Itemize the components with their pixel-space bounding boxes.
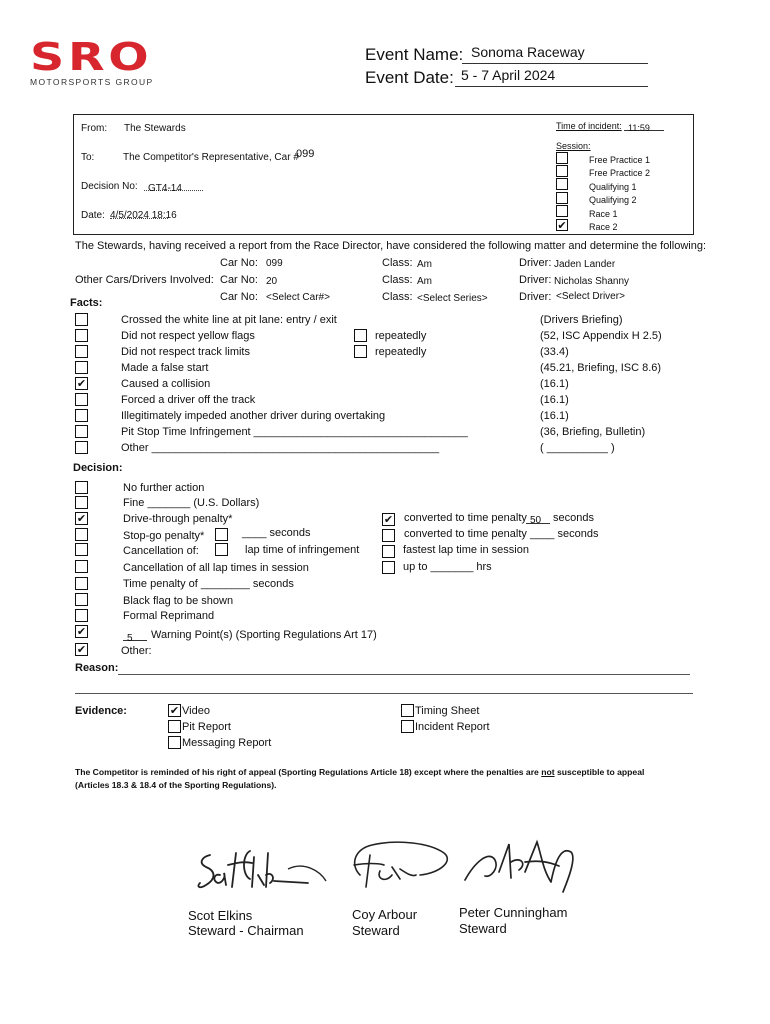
session-label-r1: Race 1 (589, 209, 618, 219)
repeatedly-label: repeatedly (375, 330, 427, 342)
car-no-label: Car No: (220, 257, 258, 269)
decision-checkbox[interactable] (75, 609, 88, 622)
fact-ref: (33.4) (540, 346, 569, 358)
car-no-value[interactable]: 20 (266, 276, 278, 287)
reason-line-1[interactable] (118, 674, 690, 675)
conversion-value-field[interactable] (526, 510, 550, 524)
decision-checkbox[interactable]: ✔ (76, 626, 87, 638)
car-no-label: Car No: (220, 274, 258, 286)
decision-text: Stop-go penalty* (123, 530, 205, 542)
evidence-checkbox[interactable] (168, 720, 181, 733)
class-value[interactable]: Am (417, 276, 432, 287)
conversion-text: converted to time penalty (404, 512, 527, 524)
driver-label: Driver: (519, 291, 552, 303)
time-of-incident-value: 11:59 (628, 123, 650, 133)
fact-text: Did not respect track limits (121, 346, 250, 358)
repeatedly-label: repeatedly (375, 346, 427, 358)
event-date-label: Event Date: (365, 68, 454, 87)
session-label: Session: (556, 141, 591, 151)
steward-role: Steward (352, 923, 400, 938)
fact-text: Caused a collision (121, 378, 211, 390)
lap-time-checkbox[interactable] (215, 543, 228, 556)
conversion-checkbox[interactable]: ✔ (383, 514, 394, 526)
fact-text: Illegitimately impeded another driver during overtaking (121, 410, 386, 422)
time-of-incident-label: Time of incident: (556, 121, 622, 131)
car-no-label: Car No: (220, 291, 258, 303)
driver-label: Driver: (519, 274, 552, 286)
decision-text: Drive-through penalty* (123, 513, 233, 525)
decision-checkbox[interactable] (75, 528, 88, 541)
stopgo-seconds: ____ seconds (242, 527, 311, 539)
appeal-not: not (541, 767, 555, 777)
from-label: From: (81, 123, 108, 134)
decision-text: Other: (121, 645, 152, 657)
date-value: 4/5/2024 18:16 (110, 210, 177, 221)
conversion-unit: seconds (553, 512, 594, 524)
repeatedly-checkbox[interactable] (354, 329, 367, 342)
warning-points-value: 5 (127, 633, 133, 644)
decision-text: Time penalty of ________ seconds (123, 578, 294, 590)
appeal-note (75, 766, 695, 792)
steward-role: Steward - Chairman (188, 923, 304, 938)
steward-name: Peter Cunningham (459, 905, 568, 920)
decision-text: Warning Point(s) (Sporting Regulations Art 17) (151, 629, 377, 641)
driver-label: Driver: (519, 257, 552, 269)
decision-checkbox[interactable] (75, 481, 88, 494)
decision-checkbox[interactable] (75, 593, 88, 606)
event-name-field[interactable] (462, 44, 648, 64)
fact-checkbox[interactable] (75, 409, 88, 422)
session-label-fp1: Free Practice 1 (589, 155, 651, 165)
to-value: The Competitor's Representative, Car # (123, 152, 299, 163)
time-of-incident-field[interactable] (624, 118, 664, 131)
evidence-checkbox[interactable] (168, 736, 181, 749)
class-select[interactable]: <Select Series> (417, 293, 488, 304)
decision-text: Fine _______ (U.S. Dollars) (123, 497, 260, 509)
class-label: Class: (382, 291, 413, 303)
up-to-text: up to _______ hrs (403, 561, 492, 573)
decision-text: Formal Reprimand (123, 610, 215, 622)
steward-role: Steward (459, 921, 507, 936)
date-field[interactable] (110, 205, 177, 221)
logo-subtitle: MOTORSPORTS GROUP (30, 77, 154, 87)
decision-no-field[interactable] (144, 178, 203, 194)
repeatedly-checkbox[interactable] (354, 345, 367, 358)
decision-text: Cancellation of all lap times in session (123, 562, 309, 574)
fact-text: Crossed the white line at pit lane: entry / exit (121, 314, 337, 326)
fact-text: Forced a driver off the track (121, 394, 256, 406)
conversion-text: converted to time penalty ____ seconds (404, 528, 599, 540)
session-checkbox[interactable] (556, 205, 568, 217)
evidence-text: Messaging Report (182, 737, 272, 749)
to-car-value[interactable]: 099 (296, 148, 315, 160)
evidence-text: Timing Sheet (415, 705, 480, 717)
intro-text: The Stewards, having received a report from the Race Director, have considered the following matter and determine the following: (75, 240, 706, 252)
stopgo-checkbox[interactable] (215, 528, 228, 541)
appeal-text-b: susceptible to appeal (554, 767, 645, 777)
fact-text: Other _______________________________________________ (121, 442, 440, 454)
signature-elkins-image (192, 845, 332, 900)
facts-heading: Facts: (70, 297, 103, 309)
evidence-text: Pit Report (182, 721, 231, 733)
decision-checkbox[interactable]: ✔ (76, 644, 87, 656)
to-label: To: (81, 152, 95, 163)
decision-checkbox[interactable] (75, 496, 88, 509)
decision-heading: Decision: (73, 462, 123, 474)
fact-checkbox[interactable] (75, 345, 88, 358)
up-to-checkbox[interactable] (382, 561, 395, 574)
decision-text: Black flag to be shown (123, 595, 234, 607)
logo-text: SRO (30, 35, 153, 79)
driver-select[interactable]: <Select Driver> (556, 291, 625, 302)
session-checkbox[interactable] (556, 152, 568, 164)
warning-points-field[interactable] (123, 628, 147, 644)
lap-time-label: lap time of infringement (245, 544, 360, 556)
fact-ref: (36, Briefing, Bulletin) (540, 426, 646, 438)
decision-no-label: Decision No: (81, 181, 138, 192)
evidence-checkbox[interactable] (401, 704, 414, 717)
car-no-select[interactable]: <Select Car#> (266, 292, 330, 303)
conversion-value: 50 (530, 515, 542, 526)
steward-name: Scot Elkins (188, 908, 253, 923)
driver-value[interactable]: Jaden Lander (554, 259, 616, 270)
fact-ref: (16.1) (540, 378, 569, 390)
class-label: Class: (382, 274, 413, 286)
fact-ref: ( __________ ) (540, 442, 615, 454)
fact-checkbox[interactable] (75, 313, 88, 326)
other-cars-label: Other Cars/Drivers Involved: (75, 274, 214, 286)
fact-checkbox[interactable]: ✔ (76, 378, 87, 390)
fact-ref: (52, ISC Appendix H 2.5) (540, 330, 662, 342)
session-checkbox[interactable] (556, 192, 568, 204)
event-name-label: Event Name: (365, 45, 464, 64)
signature-arbour-image (340, 835, 460, 895)
conversion-checkbox[interactable] (382, 529, 395, 542)
decision-no-value: GT4-14 (148, 183, 182, 194)
appeal-line-2: (Articles 18.3 & 18.4 of the Sporting Regulations). (75, 780, 277, 790)
fact-ref: (16.1) (540, 410, 569, 422)
fact-checkbox[interactable] (75, 361, 88, 374)
decision-checkbox[interactable]: ✔ (76, 513, 87, 525)
appeal-text-a: The Competitor is reminded of his right of appeal (Sporting Regulations Article 18) except where the penalties are (75, 767, 542, 777)
evidence-checkbox[interactable] (401, 720, 414, 733)
fact-checkbox[interactable] (75, 329, 88, 342)
reason-label: Reason: (75, 662, 119, 674)
decision-checkbox[interactable] (75, 543, 88, 556)
fact-checkbox[interactable] (75, 425, 88, 438)
evidence-text: Video (182, 705, 210, 717)
fact-checkbox[interactable] (75, 393, 88, 406)
driver-value[interactable]: Nicholas Shanny (554, 276, 630, 287)
signature-cunningham-image (455, 832, 585, 902)
fastest-lap-checkbox[interactable] (382, 545, 395, 558)
steward-name: Coy Arbour (352, 907, 418, 922)
evidence-label: Evidence: (75, 705, 127, 717)
class-value[interactable]: Am (417, 259, 432, 270)
decision-text: Cancellation of: (123, 545, 199, 557)
from-value: The Stewards (124, 123, 186, 134)
evidence-text: Incident Report (415, 721, 490, 733)
session-checkbox[interactable]: ✔ (557, 220, 567, 232)
fact-ref: (16.1) (540, 394, 569, 406)
decision-checkbox[interactable] (75, 577, 88, 590)
car-no-value[interactable]: 099 (266, 258, 283, 269)
fact-text: Pit Stop Time Infringement ___________________________________ (121, 426, 468, 438)
fact-text: Made a false start (121, 362, 209, 374)
session-label-q2: Qualifying 2 (589, 195, 637, 205)
fact-ref: (Drivers Briefing) (540, 314, 623, 326)
sro-logo (30, 35, 160, 90)
fact-ref: (45.21, Briefing, ISC 8.6) (540, 362, 662, 374)
session-label-q1: Qualifying 1 (589, 182, 637, 192)
event-date-value: 5 - 7 April 2024 (461, 67, 556, 83)
decision-text: No further action (123, 482, 205, 494)
session-checkbox[interactable] (556, 165, 568, 177)
fact-text: Did not respect yellow flags (121, 330, 255, 342)
event-date-field[interactable] (455, 67, 648, 87)
session-checkbox[interactable] (556, 178, 568, 190)
event-name-value: Sonoma Raceway (471, 44, 585, 60)
evidence-checkbox[interactable]: ✔ (169, 705, 180, 717)
session-label-r2: Race 2 (589, 222, 618, 232)
session-label-fp2: Free Practice 2 (589, 168, 651, 178)
class-label: Class: (382, 257, 413, 269)
date-label: Date: (81, 210, 105, 221)
decision-checkbox[interactable] (75, 560, 88, 573)
reason-line-2[interactable] (75, 693, 693, 694)
fastest-lap-text: fastest lap time in session (403, 544, 529, 556)
fact-checkbox[interactable] (75, 441, 88, 454)
